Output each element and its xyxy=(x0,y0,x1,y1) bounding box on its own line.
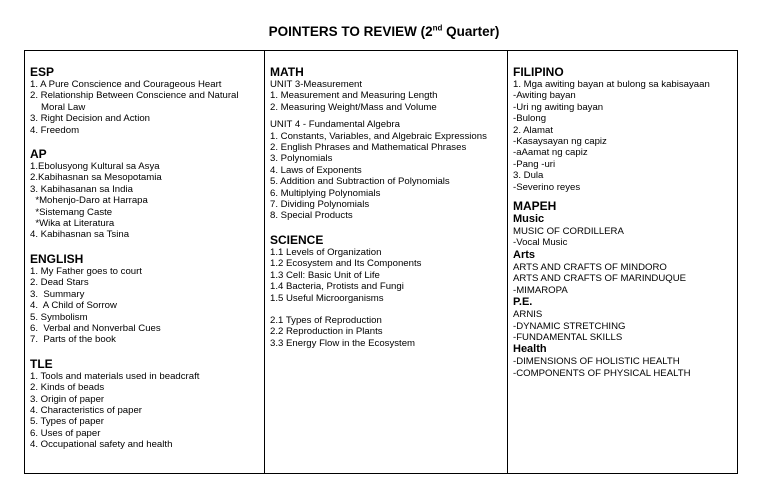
list-item: 4. Freedom xyxy=(30,124,80,136)
list-item: 3. Dula xyxy=(513,170,544,182)
column-3 xyxy=(508,51,737,473)
list-item: 5. Types of paper xyxy=(30,416,104,428)
list-item: 2. Dead Stars xyxy=(30,277,89,289)
pe-heading: P.E. xyxy=(513,296,533,309)
ap-heading: AP xyxy=(30,147,47,162)
list-item: -DIMENSIONS OF HOLISTIC HEALTH xyxy=(513,356,680,368)
list-item: 3. Polynomials xyxy=(270,153,333,165)
math-unit4-list xyxy=(270,119,503,222)
list-item: -Awiting bayan xyxy=(513,90,576,102)
list-item: -Kasaysayan ng capiz xyxy=(513,136,607,148)
english-list xyxy=(30,266,260,346)
list-item: 1.2 Ecosystem and Its Components xyxy=(270,258,422,270)
music-list xyxy=(513,226,733,249)
list-item: 1.5 Useful Microorganisms xyxy=(270,292,384,304)
list-item: MUSIC OF CORDILLERA xyxy=(513,226,624,238)
list-item: 6. Verbal and Nonverbal Cues xyxy=(30,322,161,334)
list-item: *Mohenjo-Daro at Harrapa xyxy=(30,195,148,207)
math-unit3-list xyxy=(270,79,503,113)
list-item: 4. Occupational safety and health xyxy=(30,439,173,451)
list-item: 2. Kinds of beads xyxy=(30,382,105,394)
list-item: -Vocal Music xyxy=(513,237,568,249)
health-list xyxy=(513,356,733,379)
list-item: -Uri ng awiting bayan xyxy=(513,101,604,113)
title-tail: Quarter) xyxy=(442,24,500,39)
list-item: ARNIS xyxy=(513,309,543,321)
list-item: 1.3 Cell: Basic Unit of Life xyxy=(270,269,380,281)
ap-list xyxy=(30,161,260,241)
list-item: -DYNAMIC STRETCHING xyxy=(513,320,626,332)
page-title xyxy=(0,24,768,39)
list-item: 1. Measurement and Measuring Length xyxy=(270,90,438,102)
list-item: 8. Special Products xyxy=(270,210,353,222)
pe-list xyxy=(513,309,733,343)
list-item: -Severino reyes xyxy=(513,181,581,193)
esp-heading: ESP xyxy=(30,65,55,79)
list-item: 1. Mga awiting bayan at bulong sa kabisayaan xyxy=(513,79,710,90)
list-item: 5. Addition and Subtraction of Polynomials xyxy=(270,176,450,188)
esp-list xyxy=(30,79,260,136)
math-heading: MATH xyxy=(270,65,304,79)
science-part2-list xyxy=(270,315,503,349)
list-item: -Bulong xyxy=(513,113,547,125)
arts-list xyxy=(513,262,733,296)
list-item: 3. Summary xyxy=(30,288,85,300)
list-item: -Pang -uri xyxy=(513,158,556,170)
list-item: UNIT 4 - Fundamental Algebra xyxy=(270,119,400,131)
list-item: 4. Kabihasnan sa Tsina xyxy=(30,229,130,241)
list-item: UNIT 3-Measurement xyxy=(270,79,363,90)
list-item: ARTS AND CRAFTS OF MARINDUQUE xyxy=(513,273,687,285)
filipino-list xyxy=(513,79,733,193)
list-item: 4. A Child of Sorrow xyxy=(30,300,117,312)
list-item: 1.1 Levels of Organization xyxy=(270,246,382,258)
mapeh-heading: MAPEH xyxy=(513,199,557,214)
list-item: 6. Multiplying Polynomials xyxy=(270,187,381,199)
science-part1-list xyxy=(270,247,503,304)
tle-heading: TLE xyxy=(30,356,53,371)
list-item: -aAamat ng capiz xyxy=(513,147,588,159)
list-item: 2. English Phrases and Mathematical Phrases xyxy=(270,142,467,154)
list-item: 6. Uses of paper xyxy=(30,427,101,439)
arts-heading: Arts xyxy=(513,248,536,261)
list-item: 1. Tools and materials used in beadcraft xyxy=(30,370,200,382)
list-item: ARTS AND CRAFTS OF MINDORO xyxy=(513,261,667,273)
list-item: 1.Ebolusyong Kultural sa Asya xyxy=(30,161,160,173)
health-heading: Health xyxy=(513,343,547,356)
list-item: -COMPONENTS OF PHYSICAL HEALTH xyxy=(513,367,691,379)
list-item: 1. Constants, Variables, and Algebraic Expressions xyxy=(270,130,487,142)
list-item: 2.1 Types of Reproduction xyxy=(270,314,382,326)
tle-list xyxy=(30,371,260,451)
title-superscript: nd xyxy=(432,23,443,33)
review-table xyxy=(24,50,738,474)
column-2 xyxy=(265,51,508,473)
list-item: -MIMAROPA xyxy=(513,284,568,296)
list-item: *Sistemang Caste xyxy=(30,206,113,218)
list-item: 1.4 Bacteria, Protists and Fungi xyxy=(270,281,404,293)
list-item: 3.3 Energy Flow in the Ecosystem xyxy=(270,337,416,349)
english-heading: ENGLISH xyxy=(30,251,84,266)
list-item: 3. Kabihasanan sa India xyxy=(30,183,133,195)
list-item: 2. Alamat xyxy=(513,124,553,136)
list-item: 7. Parts of the book xyxy=(30,334,116,346)
title-text: POINTERS TO REVIEW (2 xyxy=(268,24,433,39)
list-item: 5. Symbolism xyxy=(30,311,88,323)
list-item: *Wika at Literatura xyxy=(30,218,115,230)
list-item: 3. Origin of paper xyxy=(30,393,105,405)
list-item: 2. Relationship Between Conscience and Natural xyxy=(30,90,239,102)
column-1 xyxy=(25,51,265,473)
list-item: 4. Characteristics of paper xyxy=(30,404,142,416)
list-item: Moral Law xyxy=(41,101,86,113)
music-heading: Music xyxy=(513,213,545,226)
list-item: 7. Dividing Polynomials xyxy=(270,199,370,211)
list-item: 4. Laws of Exponents xyxy=(270,164,362,176)
list-item: 3. Right Decision and Action xyxy=(30,113,150,125)
list-item: -FUNDAMENTAL SKILLS xyxy=(513,331,623,343)
list-item: 2.2 Reproduction in Plants xyxy=(270,326,383,338)
list-item: 1. My Father goes to court xyxy=(30,265,142,277)
list-item: 2. Measuring Weight/Mass and Volume xyxy=(270,101,437,113)
list-item: 1. A Pure Conscience and Courageous Heart xyxy=(30,79,222,90)
list-item: 2.Kabihasnan sa Mesopotamia xyxy=(30,172,162,184)
filipino-heading: FILIPINO xyxy=(513,65,564,79)
science-heading: SCIENCE xyxy=(270,232,324,247)
